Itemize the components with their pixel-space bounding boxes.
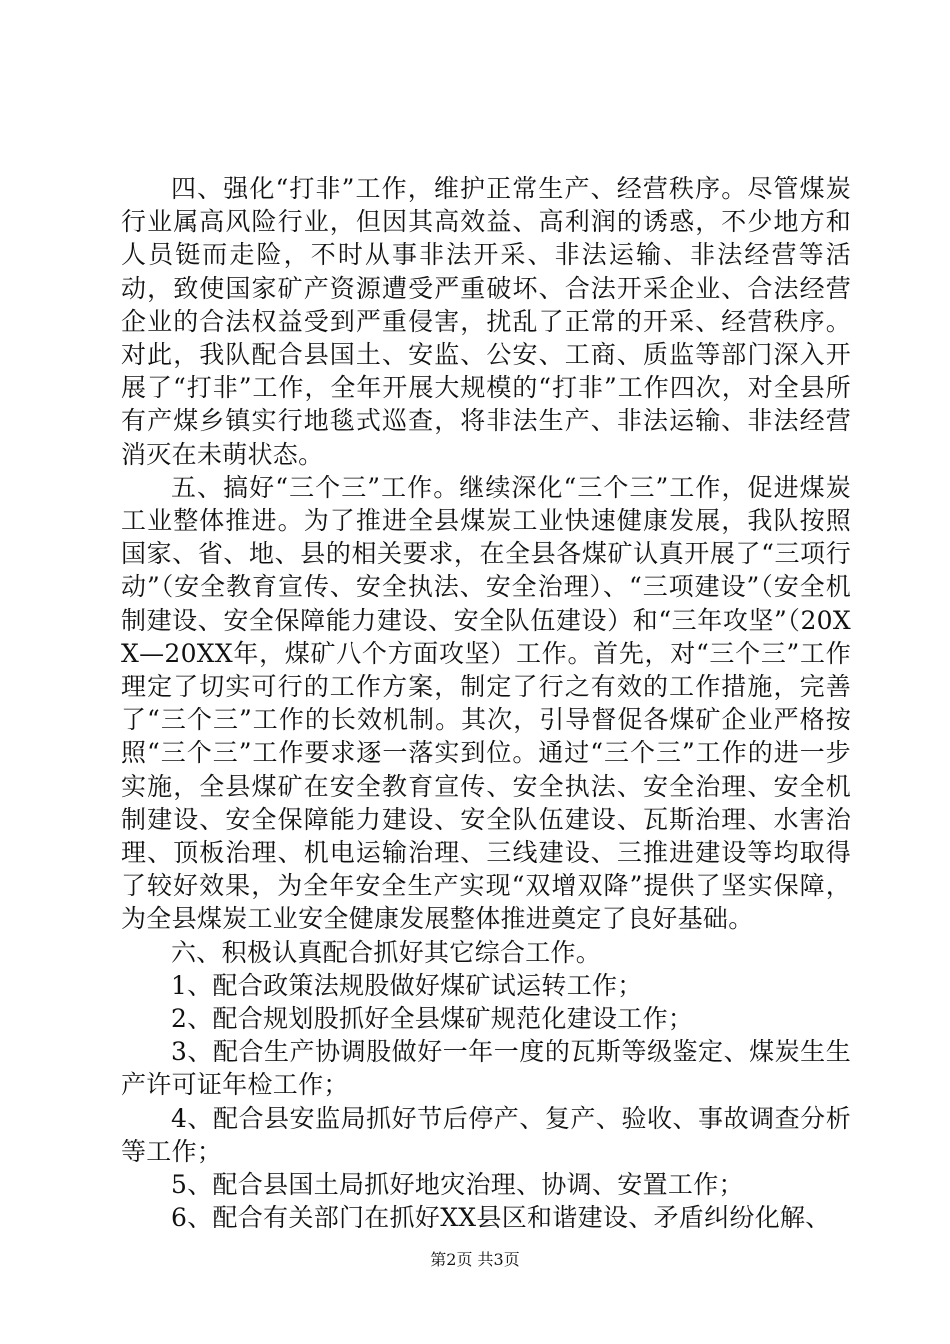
paragraph-section-4: 四、强化“打非”工作，维护正常生产、经营秩序。尽管煤炭行业属高风险行业，但因其高效益、高利润的诱惑，不少地方和人员铤而走险，不时从事非法开采、非法运输、非法经营等活动，致使国家矿产资源遭受严重破坏、合法开采企业、合法经营企业的合法权益受到严重侵害，扰乱了正常的开采、经营秩序。对此，我队配合县国土、安监、公安、工商、质监等部门深入开展了“打非”工作，全年开展大规模的“打非”工作四次，对全县所有产煤乡镇实行地毯式巡查，将非法生产、非法运输、非法经营消灭在未萌状态。 (121, 174, 851, 469)
list-item: 2、配合规划股抓好全县煤矿规范化建设工作； (171, 1004, 694, 1034)
paragraph-section-6: 六、积极认真配合抓好其它综合工作。 (171, 937, 602, 967)
list-item: 4、配合县安监局抓好节后停产、复产、验收、事故调查分析等工作； (121, 1103, 851, 1166)
list-item: 3、配合生产协调股做好一年一度的瓦斯等级鉴定、煤炭生生产许可证年检工作； (121, 1037, 851, 1100)
list-item: 1、配合政策法规股做好煤矿试运转工作； (171, 970, 643, 1000)
document-body (121, 172, 851, 1235)
paragraph-section-5: 五、搞好“三个三”工作。继续深化“三个三”工作，促进煤炭工业整体推进。为了推进全县煤炭工业快速健康发展，我队按照国家、省、地、县的相关要求，在全县各煤矿认真开展了“三项行动”（安全教育宣传、安全执法、安全治理）、“三项建设”（安全机制建设、安全保障能力建设、安全队伍建设）和“三年攻坚”（20XX—20XX年，煤矿八个方面攻坚）工作。首先，对“三个三”工作理定了切实可行的工作方案，制定了行之有效的工作措施，完善了“三个三”工作的长效机制。其次，引导督促各煤矿企业严格按照“三个三”工作要求逐一落实到位。通过“三个三”工作的进一步实施，全县煤矿在安全教育宣传、安全执法、安全治理、安全机制建设、安全保障能力建设、安全队伍建设、瓦斯治理、水害治理、顶板治理、机电运输治理、三线建设、三推进建设等均取得了较好效果，为全年安全生产实现“双增双降”提供了坚实保障，为全县煤炭工业安全健康发展整体推进奠定了良好基础。 (121, 472, 851, 934)
page-number-footer: 第2页 共3页 (430, 1250, 520, 1269)
list-item: 5、配合县国土局抓好地灾治理、协调、安置工作； (171, 1170, 744, 1200)
list-item: 6、配合有关部门在抓好XX县区和谐建设、矛盾纠纷化解、 (171, 1203, 831, 1233)
